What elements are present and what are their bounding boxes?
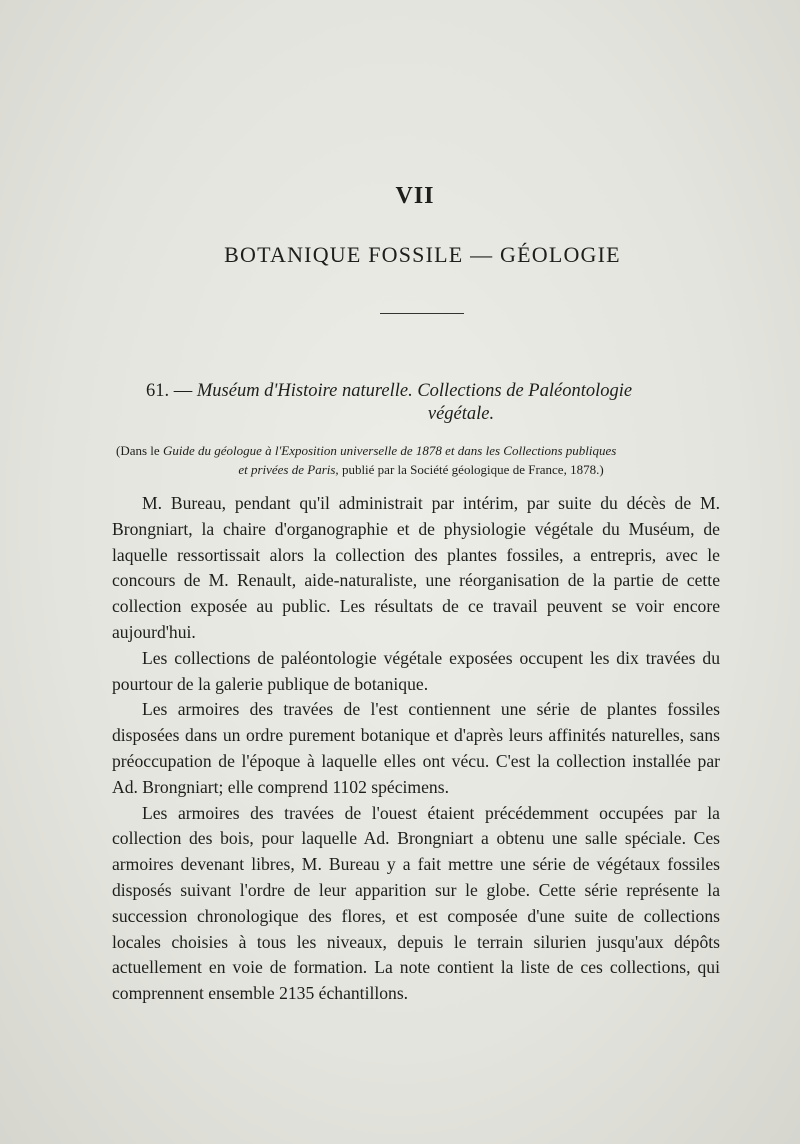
source-note-line-2	[116, 460, 726, 479]
entry-dash: —	[169, 381, 197, 401]
source-guide-title-2: et privées de Paris,	[238, 462, 339, 477]
source-guide-title-1: Guide du géologue à l'Exposition universelle de 1878 et dans les Collections publiques	[162, 443, 617, 458]
entry-title-part-2: végétale.	[427, 404, 495, 424]
entry-number: 61.	[146, 381, 170, 401]
body-text	[112, 491, 720, 1007]
chapter-number: VII	[395, 183, 435, 209]
source-prefix: (Dans le	[116, 443, 163, 458]
entry-title-part-1: Muséum d'Histoire naturelle. Collections de Paléontologie	[196, 381, 633, 401]
chapter-title: BOTANIQUE FOSSILE — GÉOLOGIE	[224, 242, 621, 267]
paragraph: Les collections de paléontologie végétale exposées occupent les dix travées du pourtour de la galerie publique de botanique.	[112, 647, 720, 694]
source-note	[116, 441, 726, 479]
entry-heading-line-1	[146, 380, 706, 403]
paragraph: M. Bureau, pendant qu'il administrait par intérim, par suite du décès de M. Brongniart, la chaire d'organographie et de physiologie végétale du Muséum, de laquelle ressortissait alors la collection des plantes fossiles, a entrepris, avec le concours de M. Renault, aide-naturaliste, une réorganisation de la partie de cette collection exposée au public. Les résultats de ce travail peuvent se voir encore aujourd'hui.	[112, 493, 720, 642]
section-divider	[380, 313, 464, 314]
source-suffix: publié par la Société géologique de France, 1878.)	[338, 462, 604, 477]
entry-heading	[146, 380, 706, 426]
paragraph: Les armoires des travées de l'est contiennent une série de plantes fossiles disposées dans un ordre purement botanique et d'après leurs affinités naturelles, sans préoccupation de l'époque à laquelle elles ont vécu. C'est la collection installée par Ad. Brongniart; elle comprend 1102 spécimens.	[112, 699, 720, 797]
source-note-line-1	[116, 441, 726, 460]
paragraph: Les armoires des travées de l'ouest étaient précédemment occupées par la collection des bois, pour laquelle Ad. Brongniart a obtenu une salle spéciale. Ces armoires devenant libres, M. Bureau y a fait mettre une série de végétaux fossiles disposés suivant l'ordre de leur apparition sur le globe. Cette série représente la succession chronologique des flores, et est composée d'une suite de collections locales choisies à tous les niveaux, depuis le terrain silurien jusqu'aux dépôts actuellement en voie de formation. La note contient la liste de ces collections, qui comprennent ensemble 2135 échantillons.	[112, 802, 720, 1004]
